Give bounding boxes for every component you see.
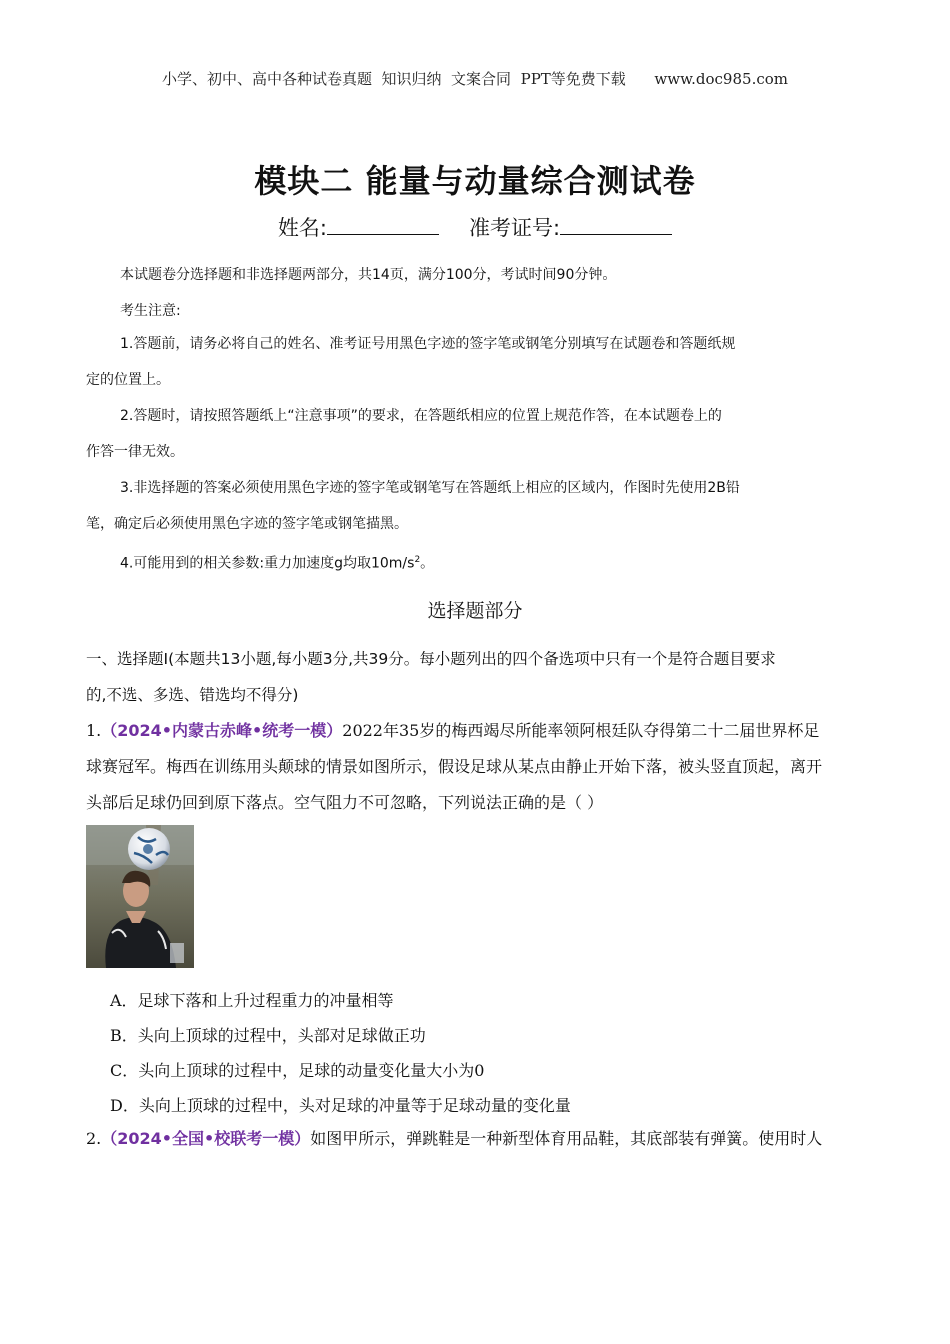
question-1-option-d: D．头向上顶球的过程中，头对足球的冲量等于足球动量的变化量 (110, 1096, 571, 1115)
question-1-line2: 球赛冠军。梅西在训练用头颠球的情景如图所示，假设足球从某点由静止开始下落，被头竖直顶起，离开 (86, 757, 823, 776)
question-2-line1 (86, 1121, 822, 1157)
intro-text: 本试题卷分选择题和非选择题两部分，共14页，满分100分，考试时间90分钟。 (120, 267, 617, 283)
id-label: 准考证号: (469, 216, 561, 240)
question-1-option-a: A．足球下落和上升过程重力的冲量相等 (110, 991, 394, 1010)
page-header: 小学、初中、高中各种试卷真题 知识归纳 文案合同 PPT等免费下载 www.doc985.com (161, 70, 788, 88)
note-4-end: 。 (420, 555, 435, 572)
note-1-cont: 定的位置上。 (86, 372, 170, 388)
note-2-cont: 作答一律无效。 (86, 444, 184, 460)
part-one-line2: 的,不选、多选、错选均不得分) (86, 686, 299, 704)
question-1-line3: 头部后足球仍回到原下落点。空气阻力不可忽略，下列说法正确的是（ ） (86, 793, 604, 812)
note-2: 2.答题时，请按照答题纸上“注意事项”的要求，在答题纸相应的位置上规范作答，在本试题卷上的 (120, 408, 722, 424)
note-3-cont: 笔，确定后必须使用黑色字迹的签字笔或钢笔描黑。 (86, 516, 408, 532)
question-2-text: 如图甲所示，弹跳鞋是一种新型体育用品鞋，其底部装有弹簧。使用时人 (310, 1129, 823, 1148)
question-1-source-tag: （2024•内蒙古赤峰•统考一模） (101, 721, 343, 740)
id-blank (560, 216, 672, 235)
name-row (0, 212, 950, 242)
question-1-text: 2022年35岁的梅西竭尽所能率领阿根廷队夺得第二十二届世界杯足 (342, 721, 820, 740)
note-1: 1.答题前，请务必将自己的姓名、准考证号用黑色字迹的签字笔或钢笔分别填写在试题卷和答题纸规 (120, 336, 736, 352)
notice-heading: 考生注意: (120, 303, 181, 319)
note-4-sup: 2 (414, 555, 421, 565)
question-1-option-b: B．头向上顶球的过程中，头部对足球做正功 (110, 1026, 426, 1045)
note-3: 3.非选择题的答案必须使用黑色字迹的签字笔或钢笔写在答题纸上相应的区域内，作图时先使用2B铅 (120, 480, 740, 496)
question-2-source-tag: （2024•全国•校联考一模） (101, 1129, 311, 1148)
page-title: 模块二 能量与动量综合测试卷 (254, 162, 696, 200)
question-1-line1 (86, 713, 819, 749)
note-4-text: 4.可能用到的相关参数:重力加速度g均取10m/s (120, 555, 415, 572)
question-1-option-c: C．头向上顶球的过程中，足球的动量变化量大小为0 (110, 1061, 485, 1080)
note-4 (120, 542, 434, 582)
question-2-number: 2. (86, 1129, 102, 1148)
football-heading-photo (86, 825, 194, 968)
part-one-line1: 一、选择题Ⅰ(本题共13小题,每小题3分,共39分。每小题列出的四个备选项中只有一个是符合题目要求 (86, 650, 776, 668)
name-label: 姓名: (277, 216, 327, 240)
section-title: 选择题部分 (427, 600, 523, 622)
name-blank (327, 216, 439, 235)
question-1-number: 1. (86, 721, 102, 740)
